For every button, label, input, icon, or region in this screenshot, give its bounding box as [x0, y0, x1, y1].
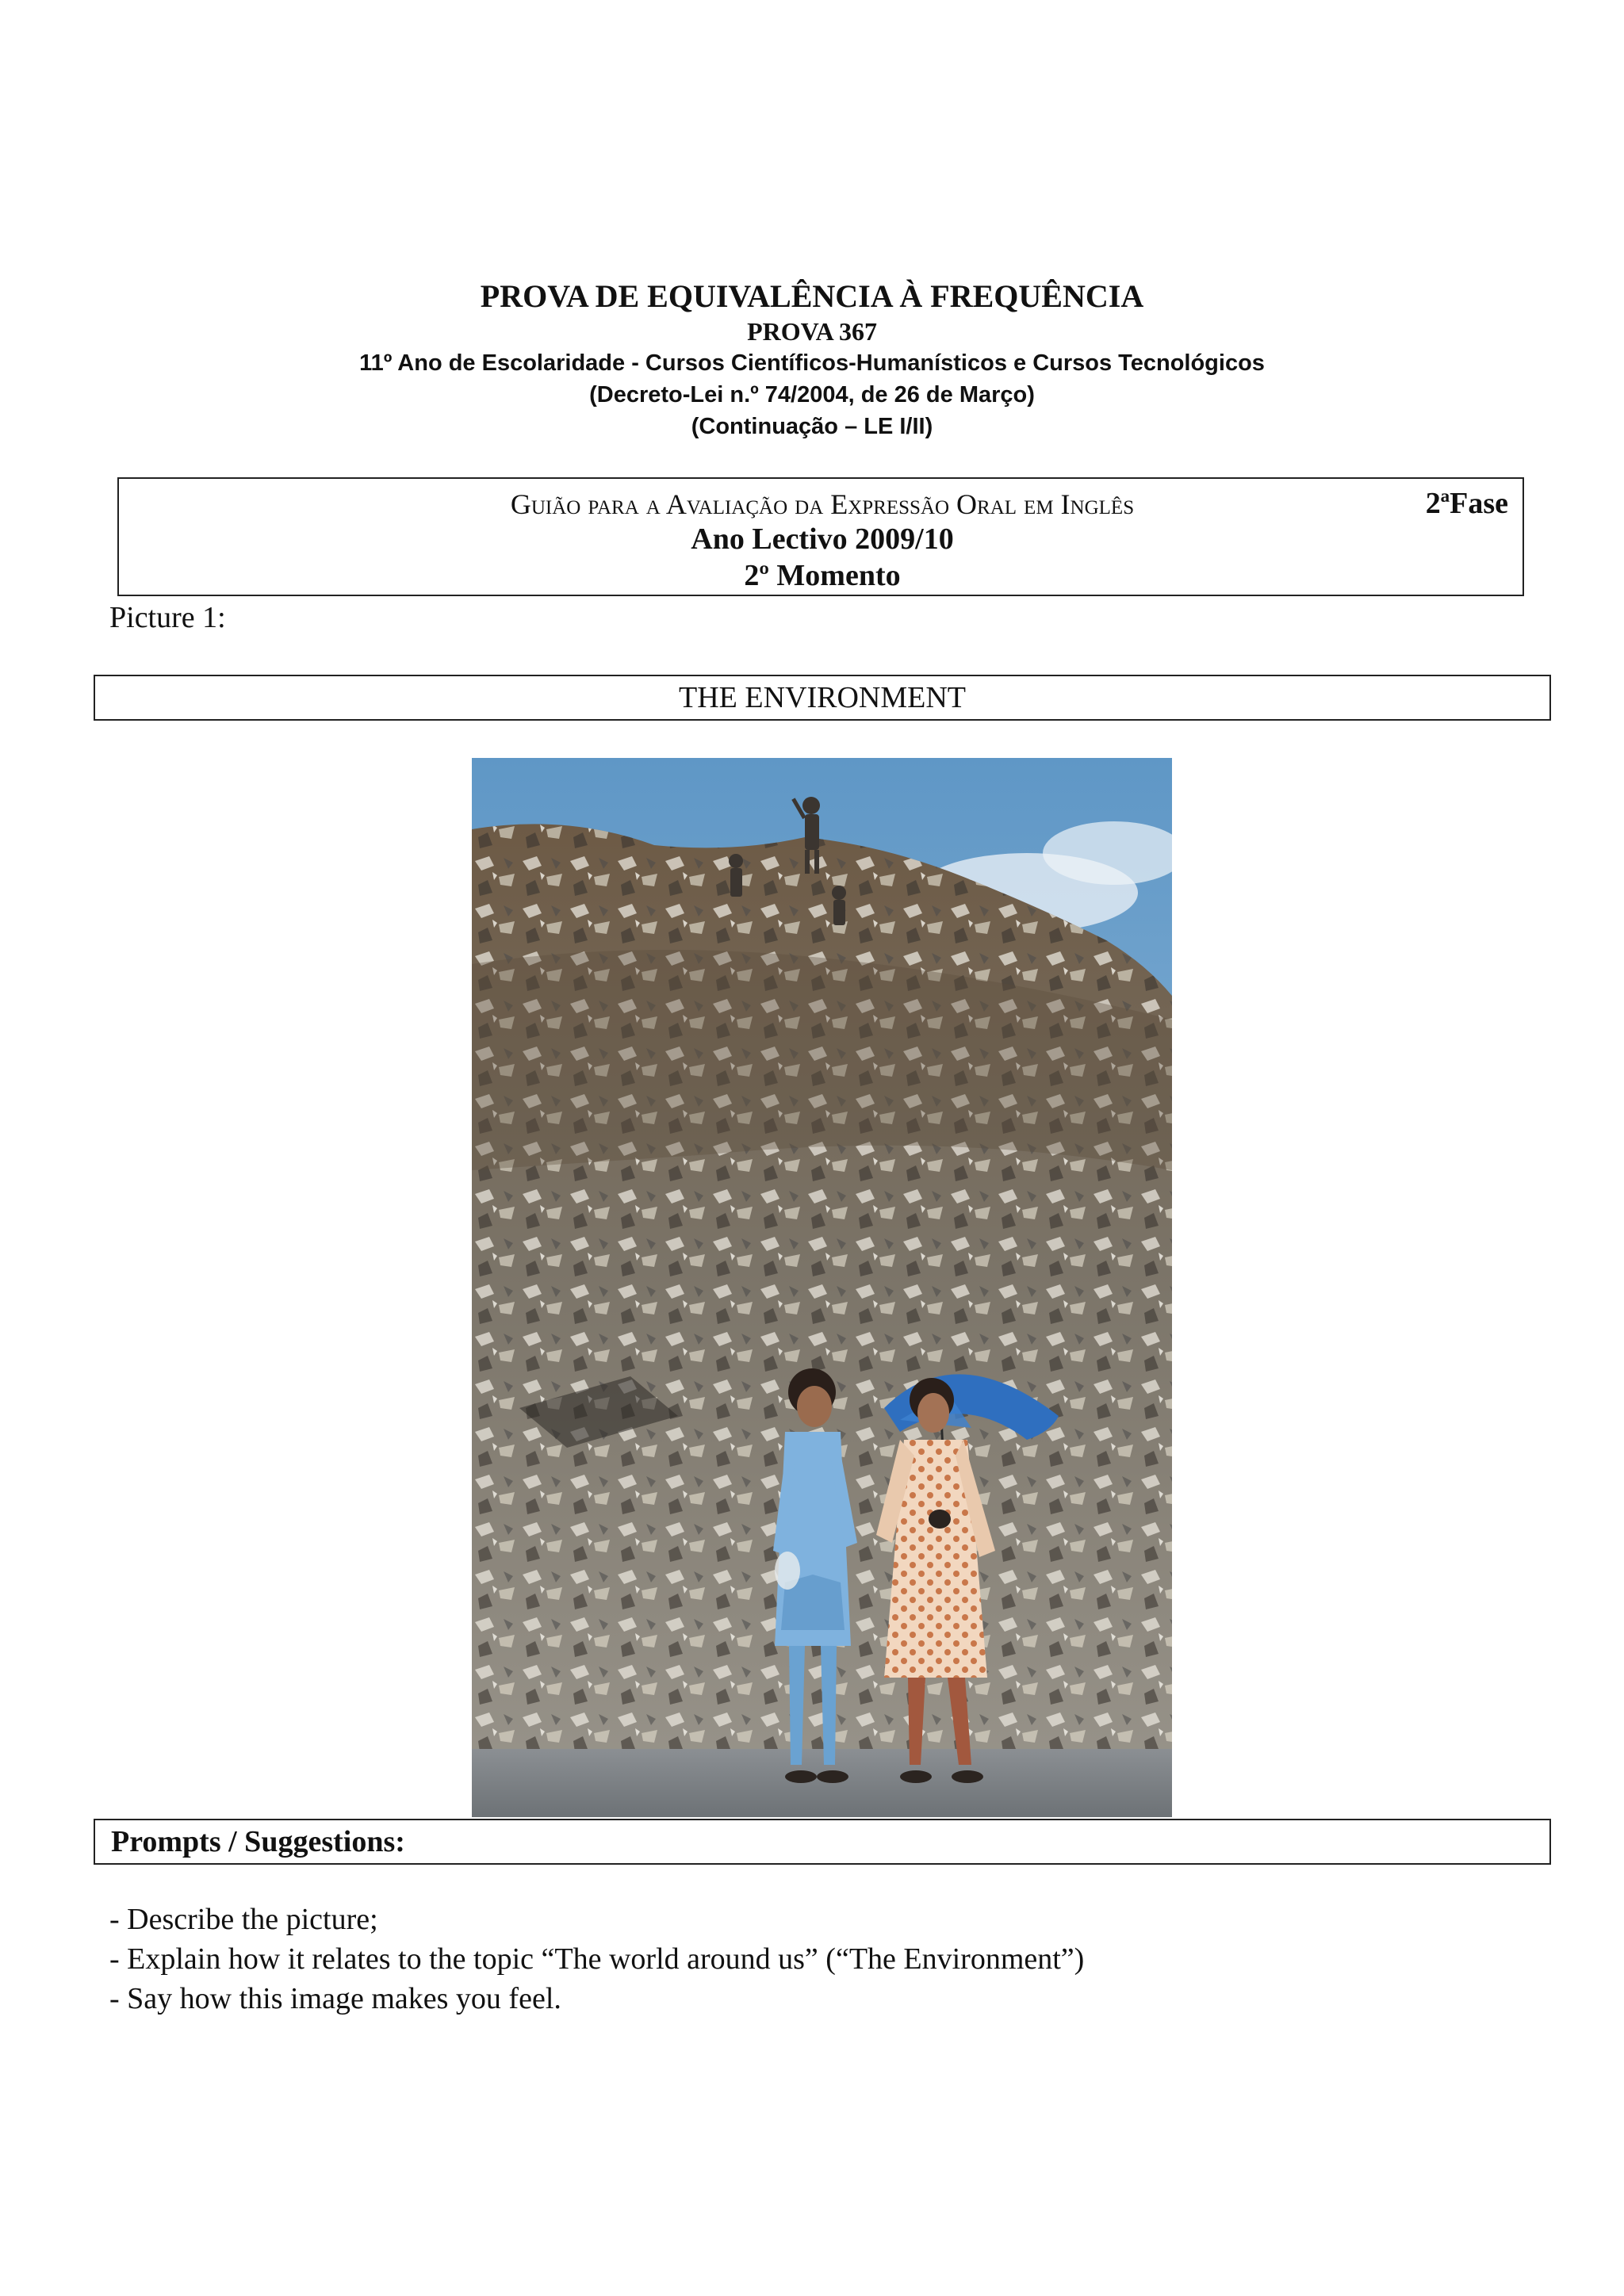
environment-photo [472, 758, 1172, 1817]
prompt-item: - Say how this image makes you feel. [109, 1982, 561, 2015]
guide-box [117, 477, 1524, 596]
guide-title: Guião para a Avaliação da Expressão Oral em Inglês [510, 488, 1135, 520]
prompt-item: - Explain how it relates to the topic “The world around us” (“The Environment”) [109, 1942, 1085, 1976]
document-header [0, 277, 1624, 442]
school-year: Ano Lectivo 2009/10 [691, 522, 954, 556]
document-title: PROVA DE EQUIVALÊNCIA À FREQUÊNCIA [480, 278, 1144, 314]
picture-label: Picture 1: [109, 601, 226, 634]
moment: 2º Momento [744, 559, 901, 592]
prompt-item: - Describe the picture; [109, 1903, 378, 1936]
guide-phase: 2ªFase [1425, 487, 1508, 520]
exam-number: PROVA 367 [747, 317, 877, 346]
prompts-list [109, 1900, 1084, 2019]
continuation-line: (Continuação – LE I/II) [691, 414, 933, 439]
prompts-heading: Prompts / Suggestions: [94, 1819, 1551, 1865]
decree-line: (Decreto-Lei n.º 74/2004, de 26 de Março) [589, 382, 1035, 408]
grade-line: 11º Ano de Escolaridade - Cursos Científicos-Humanísticos e Cursos Tecnológicos [359, 350, 1265, 376]
topic-box: THE ENVIRONMENT [94, 675, 1551, 721]
